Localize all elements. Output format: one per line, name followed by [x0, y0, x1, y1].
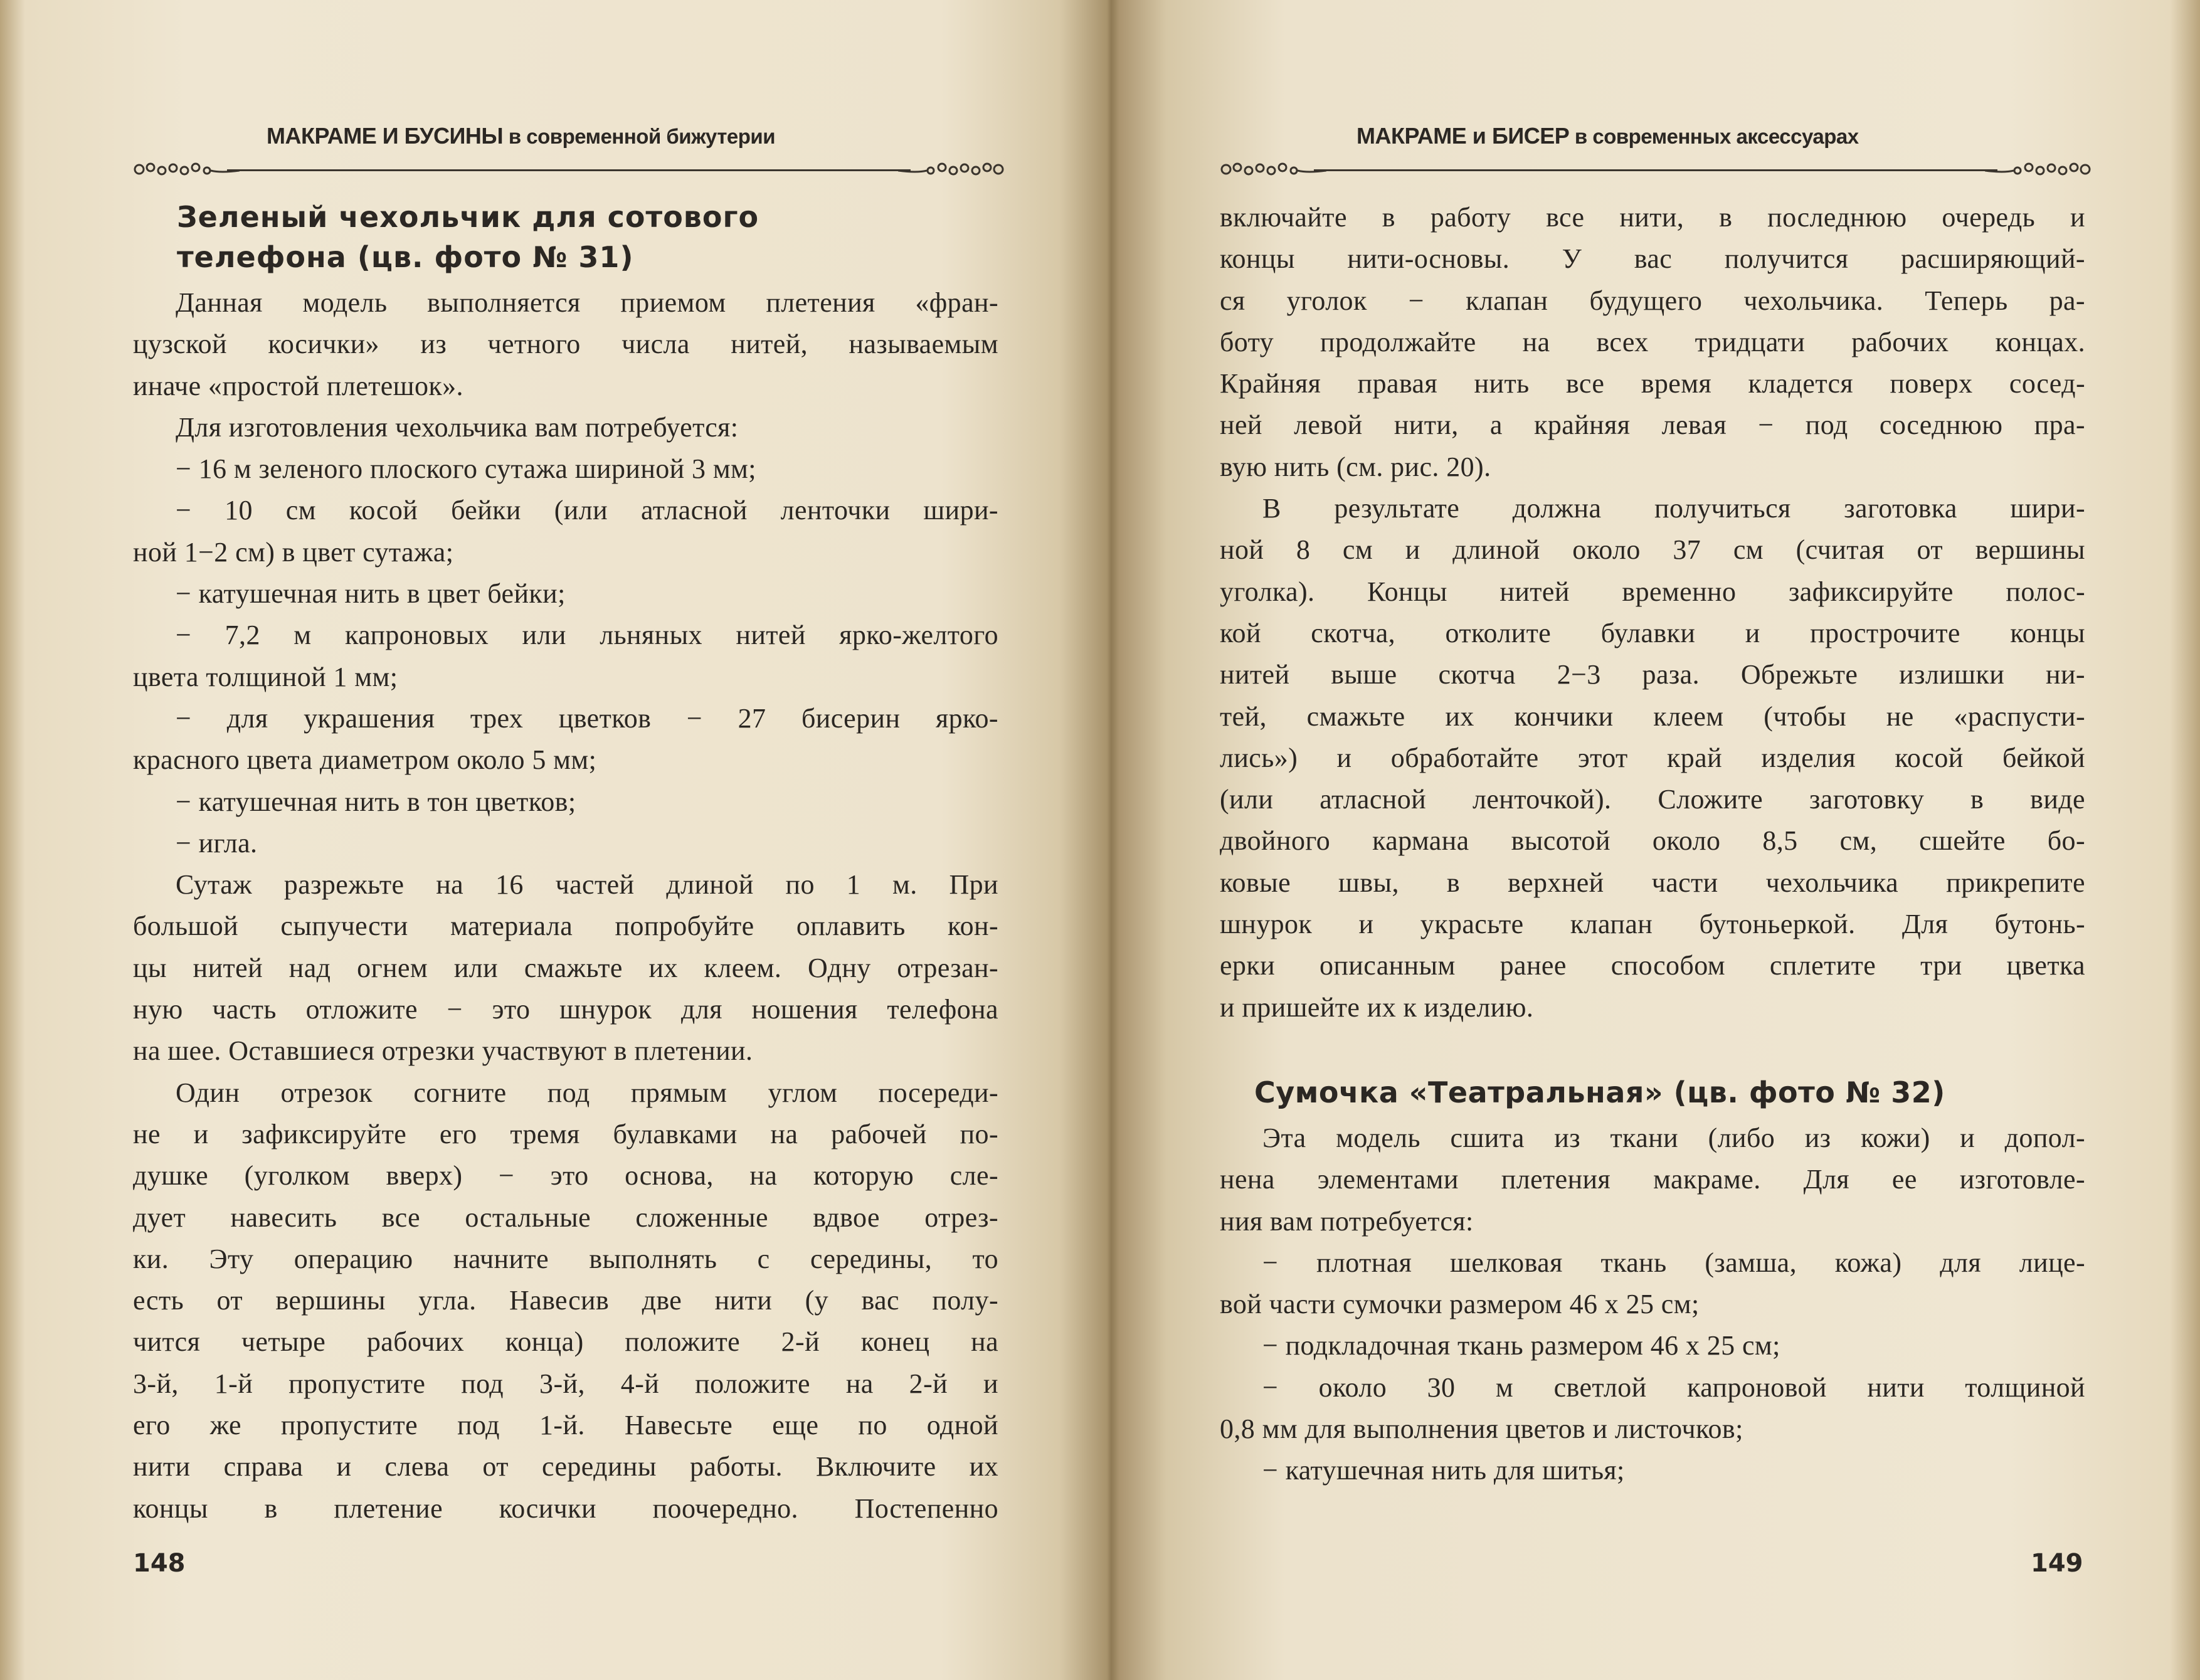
text-line: лись») и обработайте этот край изделия косой бейкой [1220, 742, 2085, 773]
text-line: кой скотча, отколите булавки и прострочите концы [1220, 617, 2085, 648]
right-text-block [1220, 197, 2085, 1492]
running-head-left [267, 123, 775, 149]
text-line: ной 1−2 см) в цвет сутажа; [133, 536, 454, 568]
text-line: большой сыпучести материала попробуйте оплавить кон- [133, 911, 998, 942]
text-line: ерки описанным ранее способом сплетите три цветка [1220, 950, 2085, 981]
text-line: не и зафиксируйте его тремя булавками на рабочей по- [133, 1118, 998, 1149]
text-line: нена элементами плетения макраме. Для ее изготовле- [1220, 1164, 2085, 1195]
text-line: и пришейте их к изделию. [1220, 991, 1534, 1023]
right-page [1116, 0, 2200, 1680]
text-line: уголка). Концы нитей временно зафиксируйте полос- [1220, 576, 2085, 607]
section-title-phone-case [177, 197, 998, 277]
text-line: ной 8 см и длиной около 37 см (считая от вершины [1220, 534, 2085, 566]
text-line: цвета толщиной 1 мм; [133, 661, 398, 692]
text-line: ния вам потребуется: [1220, 1205, 1474, 1237]
text-line: его же пропустите под 1-й. Навесьте еще по одной [133, 1410, 998, 1441]
text-line: чится четыре рабочих конца) положите 2-й конец на [133, 1326, 998, 1358]
header-rule [133, 162, 1005, 177]
text-line: − игла. [176, 827, 258, 858]
text-line: вой части сумочки размером 46 х 25 см; [1220, 1289, 1700, 1320]
right-paragraphs-b [1220, 1117, 2085, 1492]
text-line: ней левой нити, а крайняя левая − под соседнюю пра- [1220, 409, 2085, 441]
text-line: нити справа и слева от середины работы. Включите их [133, 1451, 998, 1482]
text-line: (или атласной ленточкой). Сложите заготовку в виде [1220, 784, 2085, 815]
section-title-line-1: Зеленый чехольчик для сотового [177, 200, 759, 234]
text-line: − около 30 м светлой капроновой нити толщиной [1262, 1371, 2085, 1403]
text-line: − 16 м зеленого плоского сутажа шириной 3 мм; [176, 453, 756, 485]
text-line: Крайняя правая нить все время кладется поверх сосед- [1220, 368, 2085, 399]
text-line: − плотная шелковая ткань (замша, кожа) для лице- [1262, 1247, 2085, 1278]
text-line: − подкладочная ткань размером 46 х 25 см; [1262, 1330, 1780, 1361]
text-line: ся уголок − клапан будущего чехольчика. Теперь ра- [1220, 285, 2085, 316]
text-line: концы в плетение косички поочередно. Постепенно [133, 1492, 998, 1524]
text-line: − катушечная нить для шитья; [1262, 1455, 1625, 1486]
rule-line [227, 169, 911, 171]
text-line: вую нить (см. рис. 20). [1220, 451, 1491, 482]
page-number-right: 149 [2031, 1549, 2083, 1578]
text-line: ную часть отложите − это шнурок для ношения телефона [133, 994, 998, 1025]
ornament-icon [1220, 162, 1326, 177]
text-line: цы нитей над огнем или смажьте их клеем. Одну отрезан- [133, 952, 998, 983]
text-line: ки. Эту операцию начните выполнять с середины, то [133, 1243, 998, 1274]
text-line: Один отрезок согните под прямым углом посереди- [176, 1077, 998, 1108]
text-line: − 10 см косой бейки (или атласной ленточки шири- [176, 495, 998, 526]
text-line: дует навесить все остальные сложенные вдвое отрез- [133, 1202, 998, 1233]
page-number-left: 148 [133, 1549, 186, 1578]
text-line: В результате должна получиться заготовка шири- [1262, 493, 2085, 524]
text-line: ковые швы, в верхней части чехольчика прикрепите [1220, 867, 2085, 898]
ornament-icon [1985, 162, 2092, 177]
text-line: душке (уголком вверх) − это основа, на которую сле- [133, 1160, 998, 1191]
running-head-right [1356, 123, 1859, 149]
text-line: нитей выше скотча 2−3 раза. Обрежьте излишки ни- [1220, 659, 2085, 690]
text-line: 0,8 мм для выполнения цветов и листочков; [1220, 1413, 1743, 1445]
text-line: иначе «простой плетешок». [133, 370, 463, 401]
text-line: концы нити-основы. У вас получится расширяющий- [1220, 243, 2085, 275]
text-line: есть от вершины угла. Навесив две нити (у вас полу- [133, 1285, 998, 1316]
header-rule [1220, 162, 2092, 177]
text-line: 3-й, 1-й пропустите под 3-й, 4-й положите на 2-й и [133, 1368, 998, 1399]
text-line: на шее. Оставшиеся отрезки участвуют в плетении. [133, 1035, 753, 1067]
text-line: − для украшения трех цветков − 27 бисерин ярко- [176, 702, 998, 734]
text-line: боту продолжайте на всех тридцати рабочих концах. [1220, 326, 2085, 357]
running-head-rest: в современных аксессуарах [1569, 125, 1859, 148]
running-head-bold: МАКРАМЕ И БУСИНЫ [267, 123, 504, 149]
running-head-bold: МАКРАМЕ и БИСЕР [1356, 123, 1570, 149]
ornament-icon [133, 162, 240, 177]
text-line: шнурок и украсьте клапан бутоньеркой. Для бутонь- [1220, 909, 2085, 940]
left-text-block [133, 197, 998, 1529]
text-line: Данная модель выполняется приемом плетения «фран- [176, 287, 998, 318]
text-line: − катушечная нить в цвет бейки; [176, 578, 566, 610]
ornament-icon [898, 162, 1005, 177]
text-line: включайте в работу все нити, в последнюю очередь и [1220, 202, 2085, 233]
running-head-rest: в современной бижутерии [503, 125, 775, 148]
text-line: двойного кармана высотой около 8,5 см, сшейте бо- [1220, 825, 2085, 857]
right-paragraphs-a [1220, 197, 2085, 1028]
rule-line [1314, 169, 1997, 171]
text-line: красного цвета диаметром около 5 мм; [133, 744, 597, 776]
text-line: тей, смажьте их кончики клеем (чтобы не «распусти- [1220, 700, 2085, 732]
text-line: − 7,2 м капроновых или льняных нитей ярко-желтого [176, 620, 998, 651]
section-title-line-2: телефона (цв. фото № 31) [177, 240, 634, 274]
text-line: Эта модель сшита из ткани (либо из кожи) и допол- [1262, 1122, 2085, 1153]
text-line: Для изготовления чехольчика вам потребуется: [176, 411, 739, 443]
left-paragraphs [133, 282, 998, 1529]
text-line: − катушечная нить в тон цветков; [176, 786, 576, 817]
text-line: Сутаж разрежьте на 16 частей длиной по 1 м. При [176, 869, 998, 901]
text-line: цузской косички» из четного числа нитей, называемым [133, 329, 998, 360]
section-title-bag: Сумочка «Театральная» (цв. фото № 32) [1254, 1075, 1945, 1109]
